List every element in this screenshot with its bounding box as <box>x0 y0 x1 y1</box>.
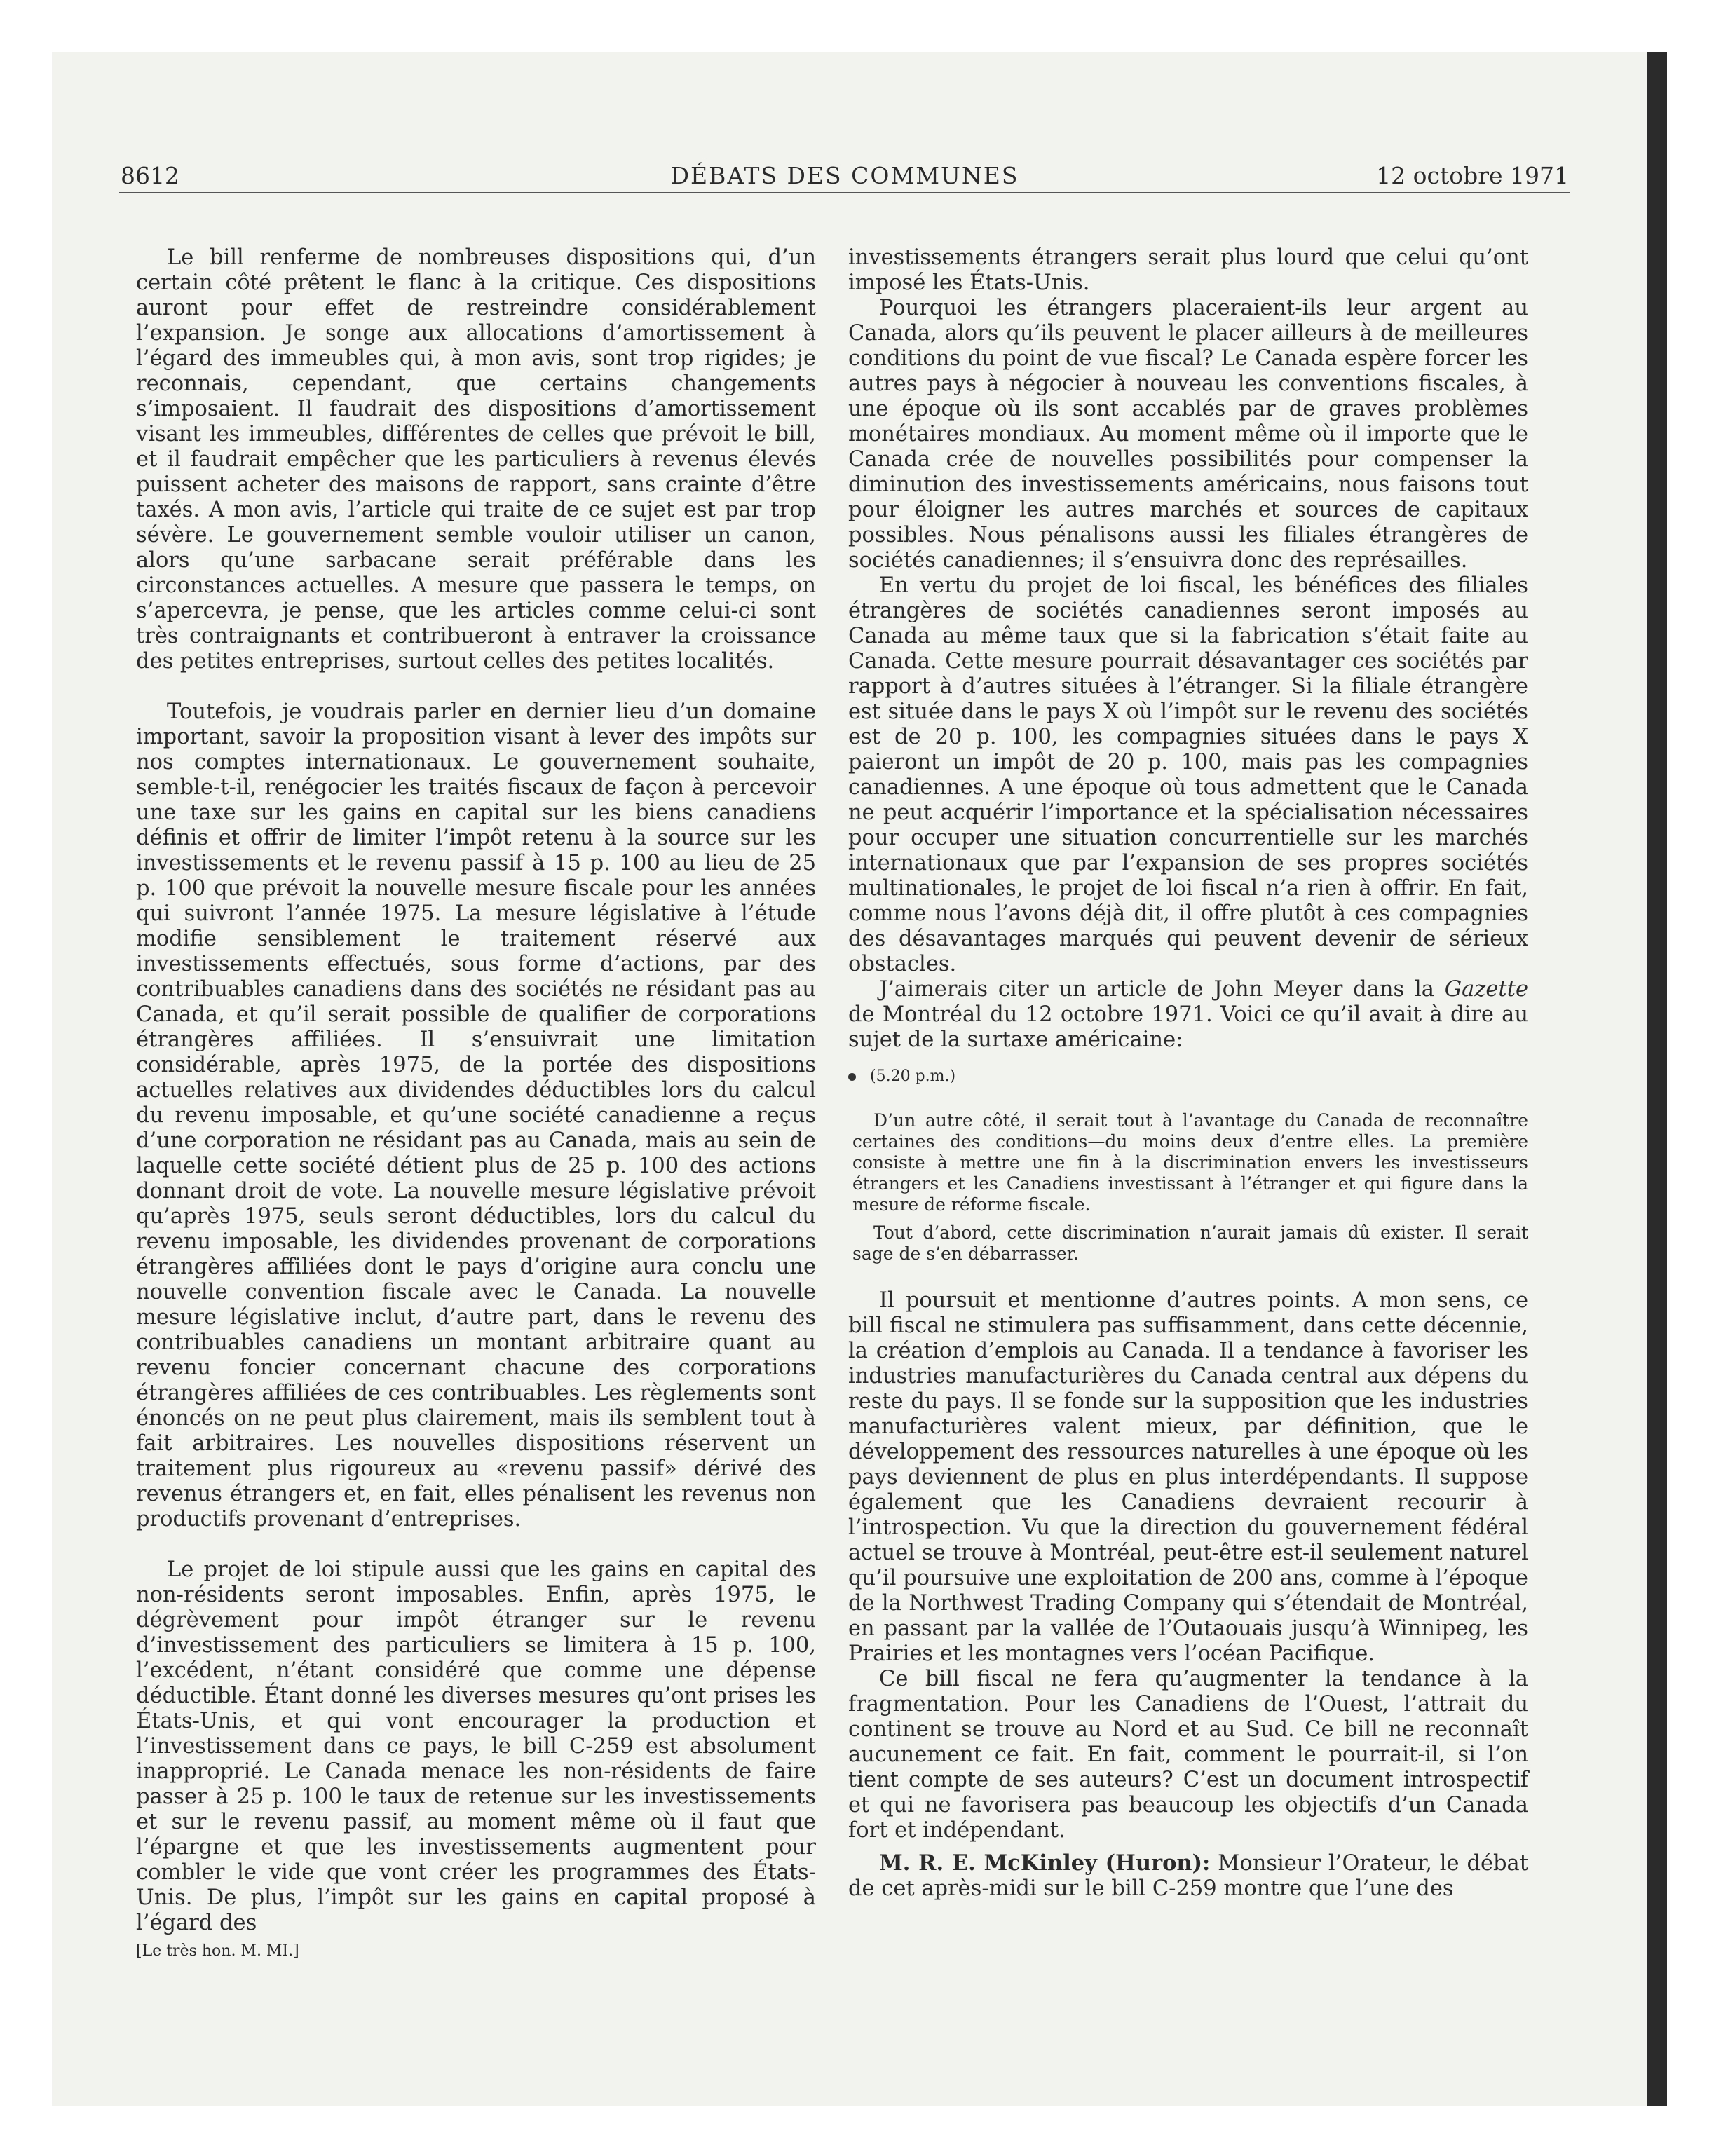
paragraph <box>848 977 1528 1053</box>
paragraph: Pourquoi les étrangers placeraient-ils leur argent au Canada, alors qu’ils peuvent le placer ailleurs à de meilleures conditions du point de vue fiscal? Le Canada espère forcer les autres pays à négocier à nouveau les conventions fiscales, à une époque où ils sont accablés par de graves problèmes monétaires mondiaux. Au moment même où il importe que le Canada crée de nouvelles possibilités pour compenser la diminution des investissements américains, nous faisons tout pour éloigner les autres marchés et sources de capitaux possibles. Nous pénalisons aussi les filiales étrangères de sociétés canadiennes; il s’ensuivra donc des représailles. <box>848 296 1528 573</box>
paragraph-text: J’aimerais citer un article de John Meyer dans la <box>879 977 1445 1002</box>
paragraph: Ce bill fiscal ne fera qu’augmenter la tendance à la fragmentation. Pour les Canadiens de l’Ouest, l’attrait du continent se trouve au Nord et au Sud. Ce bill ne reconnaît aucunement ce fait. En fait, comment le pourrait-il, si l’on tient compte de ses auteurs? C’est un document introspectif et qui ne favorisera pas beaucoup les objectifs d’un Canada fort et indépendant. <box>848 1667 1528 1843</box>
publication-title: DÉBATS DES COMMUNES <box>670 162 1019 189</box>
page-number: 8612 <box>121 162 179 189</box>
time-stamp: (5.20 p.m.) <box>870 1067 956 1085</box>
quote-paragraph: D’un autre côté, il serait tout à l’avantage du Canada de reconnaître certaines des conditions—du moins deux d’entre elles. La première consiste à mettre une fin à la discrimination envers les investisseurs étrangers et les Canadiens investissant à l’étranger et qui figure dans la mesure de réforme fiscale. <box>852 1110 1528 1215</box>
paragraph <box>848 1850 1528 1902</box>
page-header <box>119 156 1570 193</box>
bullet-icon <box>848 1073 856 1081</box>
block-quote <box>848 1110 1528 1264</box>
speaker-footnote: [Le très hon. M. MI.] <box>136 1942 299 1960</box>
paragraph-text: Monsieur l’Orateur, le débat de cet après-midi sur le bill C-259 montre que l’une des <box>848 1851 1528 1901</box>
paragraph: Il poursuit et mentionne d’autres points. A mon sens, ce bill fiscal ne stimulera pas suffisamment, dans cette décennie, la création d’emplois au Canada. Il a tendance à favoriser les industries manufacturières du Canada central aux dépens du reste du pays. Il se fonde sur la supposition que les industries manufacturières valent mieux, par définition, que le développement des ressources naturelles à une époque où les pays deviennent de plus en plus interdépendants. Il suppose également que les Canadiens devraient recourir à l’introspection. Vu que la direction du gouvernement fédéral actuel se trouve à Montréal, peut-être est-il seulement naturel qu’il poursuive une exploitation de 200 ans, comme à l’époque de la Northwest Trading Company qui s’étendait de Montréal, en passant par la vallée de l’Outaouais jusqu’à Winnipeg, les Prairies et les montagnes vers l’océan Pacifique. <box>848 1288 1528 1666</box>
speaker-name: M. R. E. McKinley (Huron): <box>879 1850 1211 1876</box>
time-marker <box>848 1064 1528 1089</box>
newspaper-name: Gazette <box>1444 977 1528 1002</box>
paragraph: Toutefois, je voudrais parler en dernier lieu d’un domaine important, savoir la proposition visant à lever des impôts sur nos comptes internationaux. Le gouvernement souhaite, semble-t-il, renégocier les traités fiscaux de façon à percevoir une taxe sur les gains en capital sur les biens canadiens définis et offrir de limiter l’impôt retenu à la source sur les investissements et le revenu passif à 15 p. 100 au lieu de 25 p. 100 que prévoit la nouvelle mesure fiscale pour les années qui suivront l’année 1975. La mesure législative à l’étude modifie sensiblement le traitement réservé aux investissements effectués, sous forme d’actions, par des contribuables canadiens dans des sociétés ne résidant pas au Canada, et qu’il serait possible de qualifier de corporations étrangères affiliées. Il s’ensuivrait une limitation considérable, après 1975, de la portée des dispositions actuelles relatives aux dividendes déductibles lors du calcul du revenu imposable, et qu’une société canadienne a reçus d’une corporation ne résidant pas au Canada, mais au sein de laquelle cette société détient plus de 25 p. 100 des actions donnant droit de vote. La nouvelle mesure législative prévoit qu’après 1975, seuls seront déductibles, lors du calcul du revenu imposable, les dividendes provenant de corporations étrangères affiliées dont le pays d’origine aura conclu une nouvelle convention fiscale avec le Canada. La nouvelle mesure législative inclut, d’autre part, dans le revenu des contribuables canadiens un montant arbitraire quant au revenu foncier concernant chacune des corporations étrangères affiliées de ces contribuables. Les règlements sont énoncés on ne peut plus clairement, mais ils semblent tout à fait arbitraires. Les nouvelles dispositions réservent un traitement plus rigoureux au «revenu passif» dérivé des revenus étrangers et, en fait, elles pénalisent les revenus non productifs provenant d’entreprises. <box>136 700 816 1531</box>
right-column <box>848 245 1528 1902</box>
quote-paragraph: Tout d’abord, cette discrimination n’aurait jamais dû exister. Il serait sage de s’en débarrasser. <box>852 1222 1528 1264</box>
paragraph-text: de Montréal du 12 octobre 1971. Voici ce qu’il avait à dire au sujet de la surtaxe américaine: <box>848 1002 1528 1052</box>
paragraph-continued: investissements étrangers serait plus lourd que celui qu’ont imposé les États-Unis. <box>848 245 1528 295</box>
paragraph: En vertu du projet de loi fiscal, les bénéfices des filiales étrangères de sociétés canadiennes seront imposés au Canada au même taux que si la fabrication s’était faite au Canada. Cette mesure pourrait désavantager ces sociétés par rapport à d’autres situées à l’étranger. Si la filiale étrangère est située dans le pays X où l’impôt sur le revenu des sociétés est de 20 p. 100, les compagnies situées dans le pays X paieront un impôt de 20 p. 100, mais pas les compagnies canadiennes. A une époque où tous admettent que le Canada ne peut acquérir l’importance et la spécialisation nécessaires pour occuper une situation concurrentielle sur les marchés internationaux que par l’expansion de ses propres sociétés multinationales, le projet de loi fiscal n’a rien à offrir. En fait, comme nous l’avons déjà dit, il offre plutôt à ces compagnies des désavantages marqués qui peuvent devenir de sérieux obstacles. <box>848 573 1528 976</box>
session-date: 12 octobre 1971 <box>1376 162 1569 189</box>
paragraph: Le projet de loi stipule aussi que les gains en capital des non-résidents seront imposables. Enfin, après 1975, le dégrèvement pour impôt étranger sur le revenu d’investissement des particuliers se limitera à 15 p. 100, l’excédent, n’étant considéré que comme une dépense déductible. Étant donné les diverses mesures qu’ont prises les États-Unis, et qui vont encourager la production et l’investissement dans ce pays, le bill C-259 est absolument inapproprié. Le Canada menace les non-résidents de faire passer à 25 p. 100 le taux de retenue sur les investissements et sur le revenu passif, au moment même où il faut que l’épargne et que les investissements augmentent pour combler le vide que vont créer les programmes des États-Unis. De plus, l’impôt sur les gains en capital proposé à l’égard des <box>136 1557 816 1935</box>
left-column <box>136 245 816 1964</box>
paragraph: Le bill renferme de nombreuses dispositions qui, d’un certain côté prêtent le flanc à la critique. Ces dispositions auront pour effet de restreindre considérablement l’expansion. Je songe aux allocations d’amortissement à l’égard des immeubles qui, à mon avis, sont trop rigides; je reconnais, cependant, que certains changements s’imposaient. Il faudrait des dispositions d’amortissement visant les immeubles, différentes de celles que prévoit le bill, et il faudrait empêcher que les particuliers à revenus élevés puissent acheter des maisons de rapport, sans crainte d’être taxés. A mon avis, l’article qui traite de ce sujet est par trop sévère. Le gouvernement semble vouloir utiliser un canon, alors qu’une sarbacane serait préférable dans les circonstances actuelles. A mesure que passera le temps, on s’apercevra, je pense, que les articles comme celui-ci sont très contraignants et contribueront à entraver la croissance des petites entreprises, surtout celles des petites localités. <box>136 245 816 674</box>
scan-binding-edge <box>1647 52 1667 2106</box>
